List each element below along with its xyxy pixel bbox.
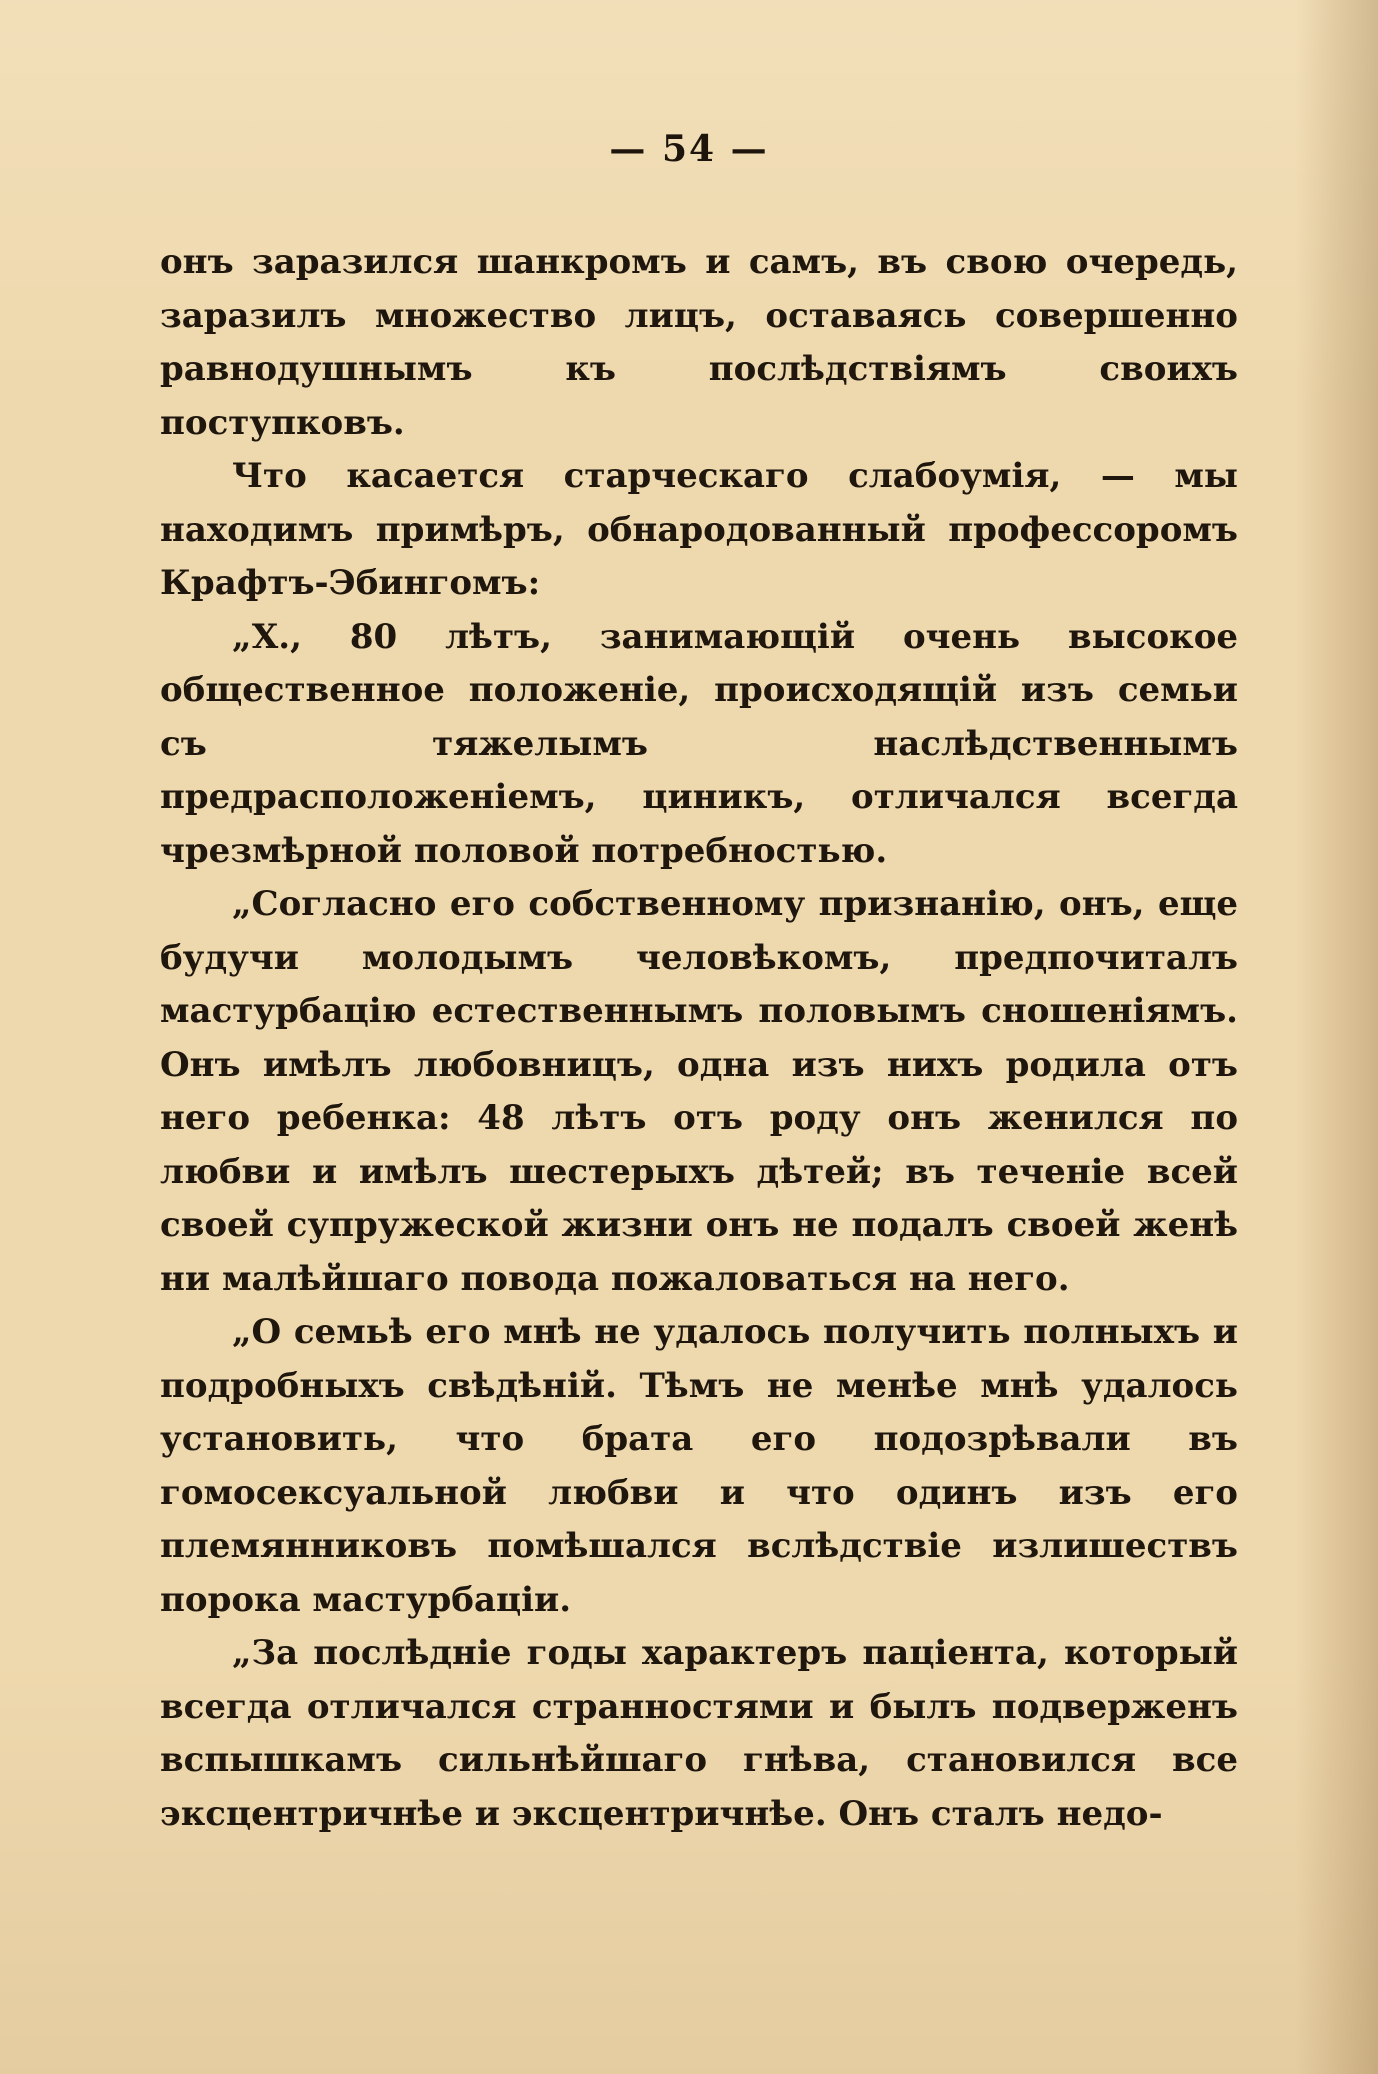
paragraph: Что касается старческаго слабоумія, — мы находимъ примѣръ, обнародованный профессоромъ Крафтъ-Эбингомъ: [160,456,1238,603]
paragraph: „О семьѣ его мнѣ не удалось получить полныхъ и подробныхъ свѣдѣній. Тѣмъ не менѣе мнѣ удалось установить, что брата его подозрѣвали въ гомосексуальной любви и что одинъ изъ его племянниковъ помѣшался вслѣдствіе излишествъ порока мастурбаціи. [160,1312,1238,1620]
body-text [160,236,1238,1841]
paragraph: онъ заразился шанкромъ и самъ, въ свою очередь, заразилъ множество лицъ, оставаясь совершенно равнодушнымъ къ послѣдствіямъ своихъ поступковъ. [160,242,1238,443]
paragraph: „X., 80 лѣтъ, занимающій очень высокое общественное положеніе, происходящій изъ семьи съ тяжелымъ наслѣдственнымъ предрасположеніемъ, циникъ, отличался всегда чрезмѣрной половой потребностью. [160,616,1238,871]
page-number: — 54 — [609,128,769,170]
paragraph: „Согласно его собственному признанію, онъ, еще будучи молодымъ человѣкомъ, предпочиталъ мастурбацію естественнымъ половымъ сношеніямъ. Онъ имѣлъ любовницъ, одна изъ нихъ родила отъ него ребенка: 48 лѣтъ отъ роду онъ женился по любви и имѣлъ шестерыхъ дѣтей; въ теченіе всей своей супружеской жизни онъ не подалъ своей женѣ ни малѣйшаго повода пожаловаться на него. [160,884,1238,1299]
paragraph: „За послѣдніе годы характеръ паціента, который всегда отличался странностями и былъ подверженъ вспышкамъ сильнѣйшаго гнѣва, становился все эксцентричнѣе и эксцентричнѣе. Онъ сталъ недо- [160,1633,1238,1834]
